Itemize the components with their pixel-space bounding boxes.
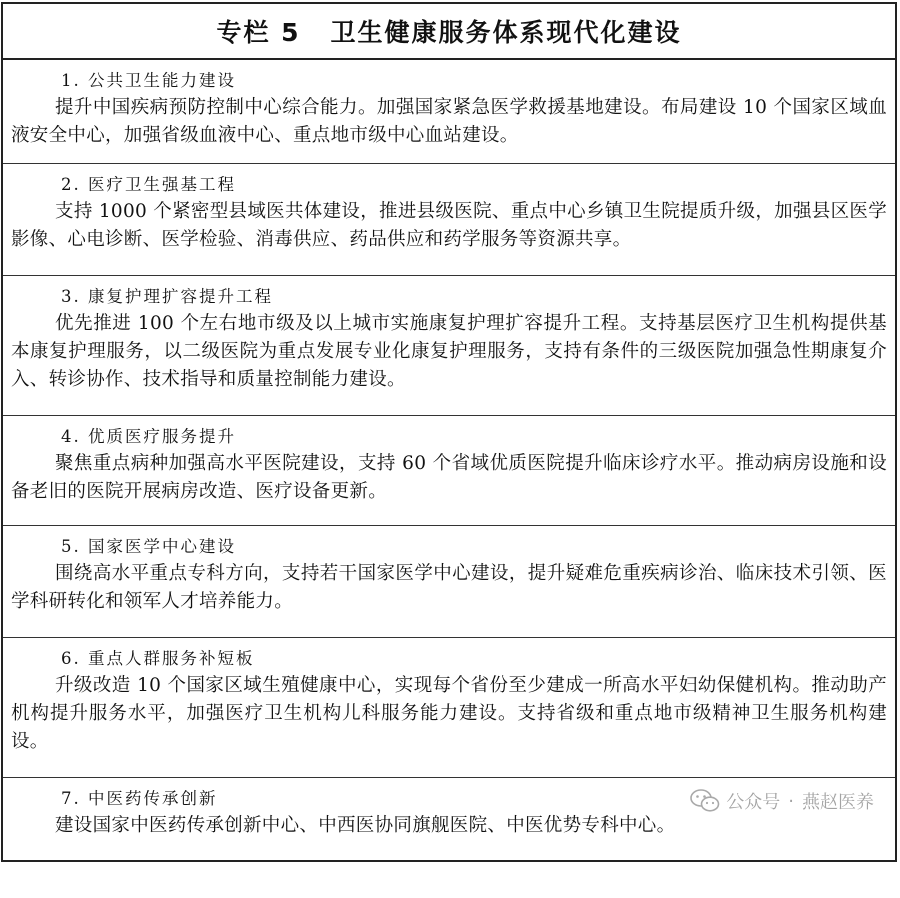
section-6 [3, 638, 895, 778]
wechat-icon [690, 788, 720, 814]
section-1 [3, 60, 895, 164]
info-box [1, 2, 897, 862]
watermark-separator: · [788, 790, 794, 812]
section-body: 建设国家中医药传承创新中心、中西医协同旗舰医院、中医优势专科中心。 [55, 815, 676, 836]
section-heading: 5. 国家医学中心建设 [61, 537, 236, 556]
section-heading: 7. 中医药传承创新 [61, 789, 218, 808]
section-heading: 2. 医疗卫生强基工程 [61, 175, 236, 194]
section-body: 支持 1000 个紧密型县域医共体建设，推进县级医院、重点中心乡镇卫生院提质升级，加强县区医学影像、心电诊断、医学检验、消毒供应、药品供应和药学服务等资源共享。 [11, 201, 887, 250]
section-body: 升级改造 10 个国家区域生殖健康中心，实现每个省份至少建成一所高水平妇幼保健机构。推动助产机构提升服务水平，加强医疗卫生机构儿科服务能力建设。支持省级和重点地市级精神卫生服务机构建设。 [11, 675, 887, 752]
section-heading: 1. 公共卫生能力建设 [61, 71, 236, 90]
box-title-number: 专栏 5 [216, 18, 301, 47]
section-heading: 6. 重点人群服务补短板 [61, 649, 255, 668]
box-title-text: 卫生健康服务体系现代化建设 [330, 18, 682, 47]
section-body: 聚焦重点病种加强高水平医院建设，支持 60 个省域优质医院提升临床诊疗水平。推动病房设施和设备老旧的医院开展病房改造、医疗设备更新。 [11, 453, 887, 502]
section-body: 优先推进 100 个左右地市级及以上城市实施康复护理扩容提升工程。支持基层医疗卫生机构提供基本康复护理服务，以二级医院为重点发展专业化康复护理服务，支持有条件的三级医院加强急性期康复介入、转诊协作、技术指导和质量控制能力建设。 [11, 313, 887, 390]
watermark-platform: 公众号 [726, 792, 781, 813]
watermark-account: 燕赵医养 [802, 792, 874, 813]
watermark [690, 788, 874, 814]
section-2 [3, 164, 895, 276]
section-heading: 4. 优质医疗服务提升 [61, 427, 236, 446]
section-heading: 3. 康复护理扩容提升工程 [61, 287, 273, 306]
section-5 [3, 526, 895, 638]
section-3 [3, 276, 895, 416]
section-body: 提升中国疾病预防控制中心综合能力。加强国家紧急医学救援基地建设。布局建设 10 个国家区域血液安全中心，加强省级血液中心、重点地市级中心血站建设。 [11, 97, 887, 146]
section-body: 围绕高水平重点专科方向，支持若干国家医学中心建设，提升疑难危重疾病诊治、临床技术引领、医学科研转化和领军人才培养能力。 [11, 563, 887, 612]
section-4 [3, 416, 895, 526]
box-title [3, 4, 895, 60]
